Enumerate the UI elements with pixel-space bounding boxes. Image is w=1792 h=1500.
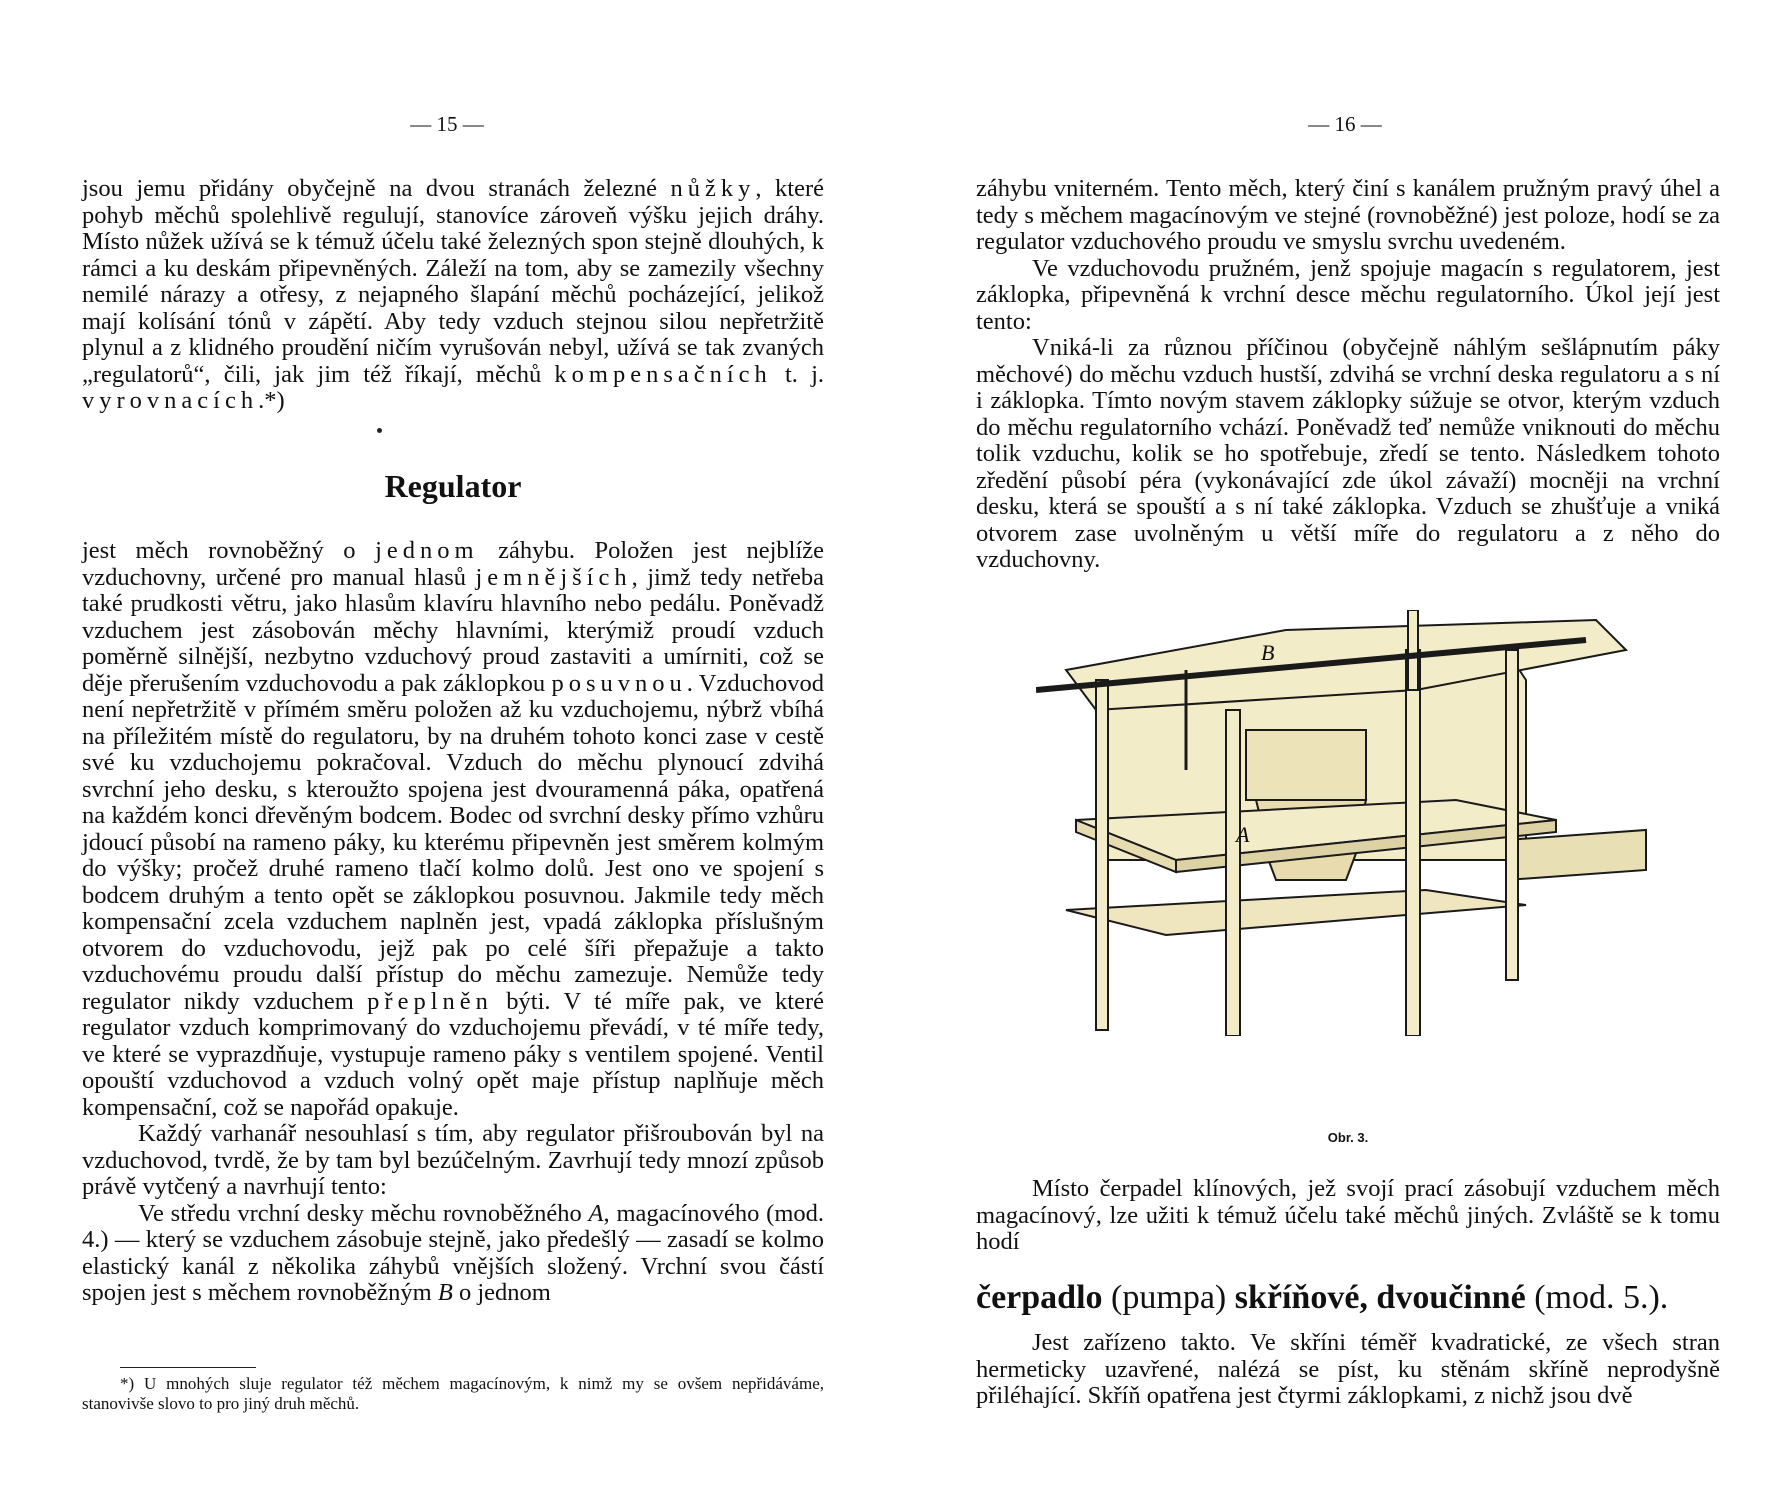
text-run: záhybu. Položen jest nejblíže vzduchovny, určené pro manual hlasů (82, 537, 824, 591)
spaced-term: jemnějších (475, 563, 632, 591)
side-beam (1506, 830, 1646, 880)
right-page (896, 0, 1792, 1500)
text-run: Ve středu vrchní desky měchu rovnoběžného (138, 1199, 589, 1227)
bottom-board (1066, 890, 1526, 935)
figure-caption: Obr. 3. (1327, 1130, 1369, 1145)
middle-bellows (1246, 730, 1366, 800)
figure-label-a: A (1236, 822, 1250, 847)
text-run: , magacínového (mod. 4.) — který se vzduchem zásobuje stejně, jako předešlý — zasadí se kolmo elastický kanál z několika záhybů vnějších složený. Vrchní svou částí spojen jest s měchem rovnoběžným (82, 1199, 825, 1306)
section-heading: Regulator (384, 468, 522, 504)
heading-bold: skříňové, dvoučinné (1234, 1279, 1526, 1316)
paragraph: Vniká-li za různou příčinou (obyčejně náhlým sešlápnutím páky měchové) do měchu vzduch hustší, zdvihá se vrchní deska regulatoru a s ní i záklopka. Tímto novým stavem záklopky súžuje se otvor, kterým vzduch do měchu regulatorního vchází. Poněvadž teď nemůže vniknouti do měchu tolik vzduchu, kolik se ho spotřebuje, zředí se tento. Následkem tohoto zředění působí péra (vykonávající zde úkol závaží) mocněji na vrchní desku, která se spouští a s ní také záklopka. Vzduch se zhušťuje a vniká otvorem zase uvolněným u větší míře do regulatoru a z něho do vzduchovny. (976, 334, 1720, 573)
italic-letter: B (437, 1279, 453, 1306)
text-run: , které pohyb měchů spolehlivě regulují, stanovíce zároveň výšku jejich dráhy. Místo nůžek užívá se k témuž účelu také železných spon stejně dlouhých, k rámci a ku deskám připevněných. Záleží na tom, aby se zamezily všechny nemilé nárazy a otřesy, z nejapného šlapání měchů pocházející, jelikož mají kolísání tónů v zápětí. Aby tedy vzduch stejnou silou nepřetržitě plynul a z klidného proudění ničím vyrušován nebyl, užívá se tak zvaných „regulatorů“, čili, jak jim též říkají, měchů (82, 175, 824, 388)
footnote (82, 1374, 824, 1414)
paragraph: Jest zařízeno takto. Ve skříni téměř kvadratické, ze všech stran hermeticky uzavřené, nalézá se píst, ku stěnám skříně neprodyšně přiléhající. Skříň opatřena jest čtyrmi záklopkami, z nichž jsou dvě (976, 1329, 1720, 1409)
text-run: . Vzduchovod není nepřetržitě v přímém směru položen až ku vzduchojemu, nýbrž vbíhá na příležitém místě do regulatoru, by na druhém tohoto konci zase v cestě své ku vzduchojemu pokračoval. Vzduch do měchu plynoucí zdvihá svrchní jeho desku, s kteroužto spojena jest dvouramenná páka, opatřená na každém konci dřevěným bodcem. Bodec od svrchní desky přímo vzhůru jdoucí působí na rameno páky, ku kterému připevněn jest směrem kolmým do výšky; pročež druhé rameno tlačí kolmo dolů. Jest ono ve spojení s bodcem druhým a tento opět se záklopkou posuvnou. Jakmile tedy měch kompensační zcela vzduchem naplněn jest, vpadá záklopka příslušným otvorem do vzduchovodu, jejž pak po celé šíři přepažuje a takto vzduchovému proudu další přístup do měchu zamezuje. Nemůže tedy regulator nikdy vzduchem (82, 669, 824, 1015)
footnote-marker: .*) (258, 387, 285, 414)
spaced-term: přeplněn (367, 987, 493, 1015)
heading-bold: čerpadlo (976, 1279, 1103, 1316)
section-dot (377, 428, 382, 433)
paragraph: Každý varhanář nesouhlasí s tím, aby regulator přišroubován byl na vzduchovod, tvrdě, že by tam byl bezúčelným. Zavrhují tedy mnozí způsob právě vytčený a navrhují tento: (82, 1120, 824, 1200)
text-run: t. j. (771, 360, 824, 388)
text-run: o jednom (452, 1279, 551, 1306)
spaced-term: nůžky (670, 175, 756, 202)
body-text-block (976, 1176, 1720, 1256)
figure-label-b: B (1261, 640, 1275, 665)
regulator-illustration (1036, 610, 1666, 1036)
text-run: , jimž tedy netřeba také prudkosti větru, jako hlasům klavíru hlavního nebo pedálu. Poněvadž vzduchem jest zásobován měchy hlavními, kterýmiž proudí vzduch poměrně silnější, nezbytno vzduchový proud zastaviti a umírniti, což se děje přerušením vzduchovodu a pak záklopkou (82, 563, 824, 697)
paragraph (82, 176, 824, 415)
paragraph: Místo čerpadel klínových, jež svojí prací zásobují vzduchem měch magacínový, lze užiti k témuž účelu také měchů jiných. Zvláště se k tomu hodí (976, 1175, 1720, 1255)
footnote-text: *) U mnohých sluje regulator též měchem magacínovým, k nimž my se ovšem nepřidáváme, stanovivše slovo to pro jiný druh měchů. (82, 1374, 824, 1413)
paragraph: Ve vzduchovodu pružném, jenž spojuje magacín s regulatorem, jest záklopka, připevněná k vrchní desce měchu regulatorního. Úkol její jest tento: (976, 254, 1720, 335)
lever-post (1408, 610, 1418, 690)
body-text-block (976, 176, 1720, 574)
body-text-block (82, 176, 824, 415)
text-run: jest měch rovnoběžný o (82, 537, 376, 564)
heading-regular: (pumpa) (1102, 1279, 1235, 1316)
paragraph (82, 1201, 824, 1307)
leg (1406, 650, 1420, 1036)
paragraph (82, 538, 824, 1121)
italic-letter: A (588, 1199, 604, 1227)
body-text-block (82, 538, 824, 1307)
body-text-block (976, 1330, 1720, 1410)
heading-regular: (mod. 5.). (1525, 1279, 1669, 1316)
spaced-term: vyrovnacích (82, 387, 259, 414)
page-number: — 16 — (1308, 112, 1382, 136)
page-number: — 15 — (410, 112, 484, 136)
leg (1506, 650, 1518, 980)
text-run: býti. V té míře pak, ve které regulator vzduch komprimovaný do vzduchojemu převádí, v té míře tedy, ve které se vyprazdňuje, vystupuje rameno páky s ventilem spojené. Ventil opouští vzduchovod a vzduch volný opět maje přístup naplňuje měch kompensační, což se napořád opakuje. (82, 987, 825, 1121)
spaced-term: jednom (375, 537, 479, 564)
spaced-term: posuvnou (551, 669, 687, 697)
leg (1096, 680, 1108, 1030)
section-heading (976, 1279, 1720, 1317)
paragraph: záhybu vniterném. Tento měch, který činí s kanálem pružným pravý úhel a tedy s měchem magacínovým ve stejné (rovnoběžné) jest poloze, hodí se za regulator vzduchového proudu ve smyslu svrchu uvedeném. (976, 175, 1720, 255)
spaced-term: kompensačních (554, 360, 772, 388)
leg (1226, 710, 1240, 1036)
text-run: jsou jemu přidány obyčejně na dvou stranách železné (82, 175, 671, 202)
footnote-rule (120, 1367, 256, 1368)
